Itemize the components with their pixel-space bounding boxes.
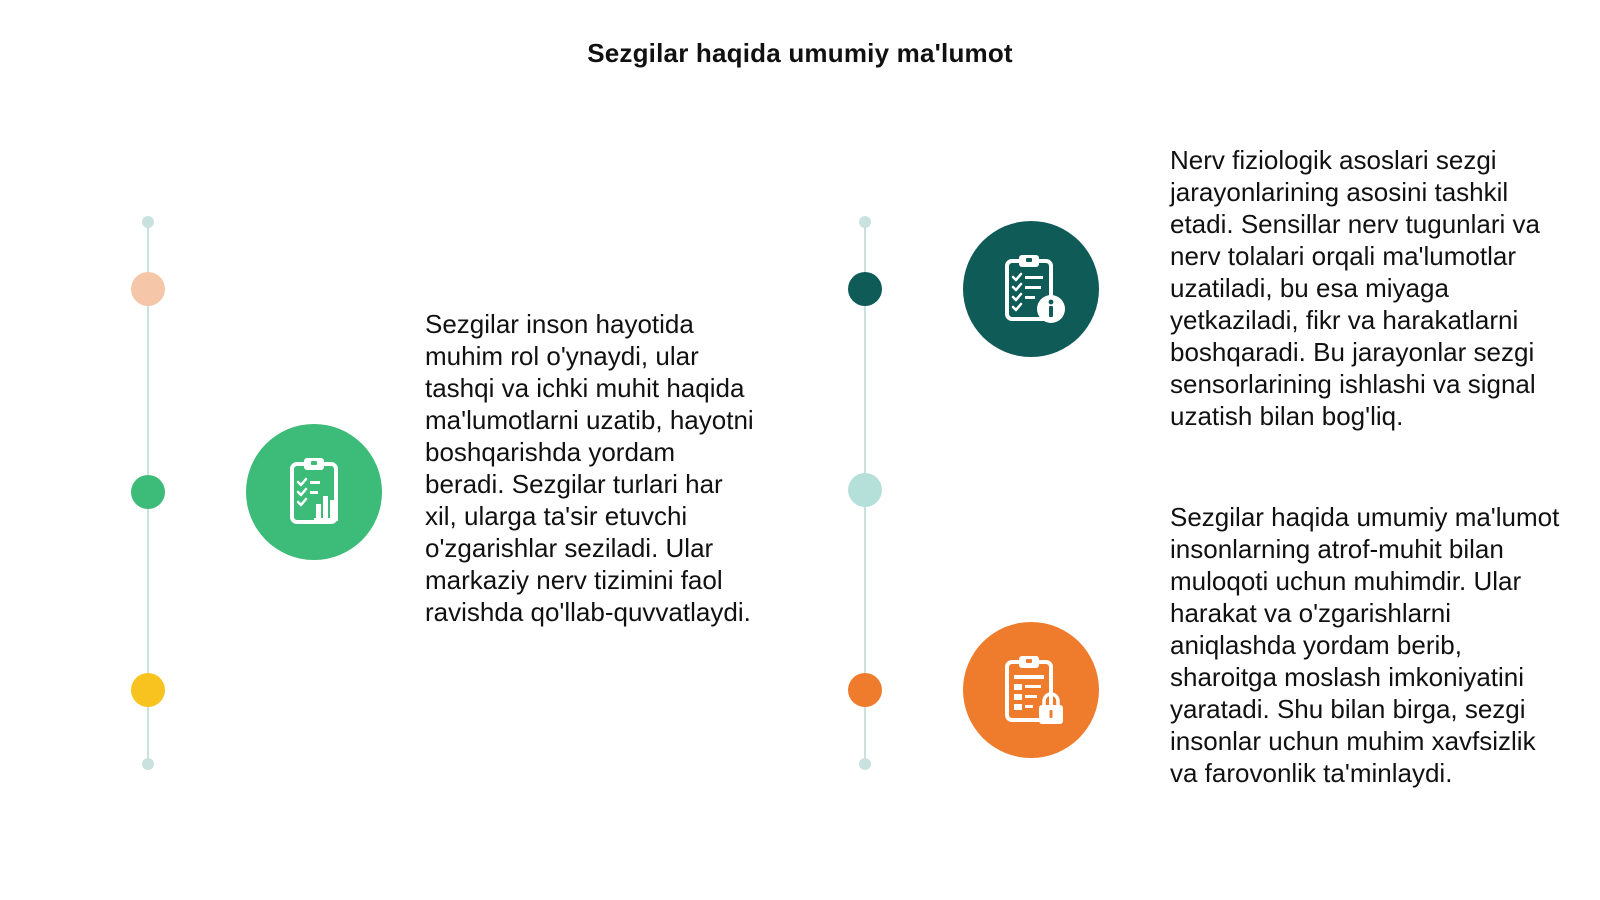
right-timeline-dot-dark-teal [848,272,882,306]
right-timeline-bottom-cap [859,758,871,770]
right-timeline-dot-light-teal [848,473,882,507]
page-title: Sezgilar haqida umumiy ma'lumot [587,38,1013,68]
left-paragraph: Sezgilar inson hayotida muhim rol o'ynaydi, ular tashqi va ichki muhit haqida ma'lumotlarni uzatib, hayotni boshqarishda yordam beradi. Sezgilar turlari har xil, ularga ta'sir etuvchi o'zgarishlar seziladi. Ular markaziy nerv tizimini faol ravishda qo'llab-quvvatlaydi. [425,309,754,627]
clipboard-lock-icon [963,622,1099,758]
left-timeline-dot-green [131,475,165,509]
clipboard-chart-icon [246,424,382,560]
right-top-paragraph: Nerv fiziologik asoslari sezgi jarayonlarining asosini tashkil etadi. Sensillar nerv tugunlari va nerv tolalari orqali ma'lumotlar uzatiladi, bu esa miyaga yetkaziladi, fikr va harakatlarni boshqaradi. Bu jarayonlar sezgi sensorlarining ishlashi va signal uzatish bilan bog'liq. [1170,145,1540,431]
right-timeline-top-cap [859,216,871,228]
right-timeline-dot-orange [848,673,882,707]
left-timeline-bottom-cap [142,758,154,770]
right-bottom-paragraph: Sezgilar haqida umumiy ma'lumot insonlarning atrof-muhit bilan muloqoti uchun muhimdir. Ular harakat va o'zgarishlarni aniqlashda yordam berib, sharoitga moslash imkoniyatini yaratadi. Shu bilan birga, sezgi insonlar uchun muhim xavfsizlik va farovonlik ta'minlaydi. [1170,502,1560,788]
left-timeline-dot-peach [131,272,165,306]
clipboard-checklist-info-icon [963,221,1099,357]
left-timeline-dot-yellow [131,673,165,707]
left-timeline-top-cap [142,216,154,228]
